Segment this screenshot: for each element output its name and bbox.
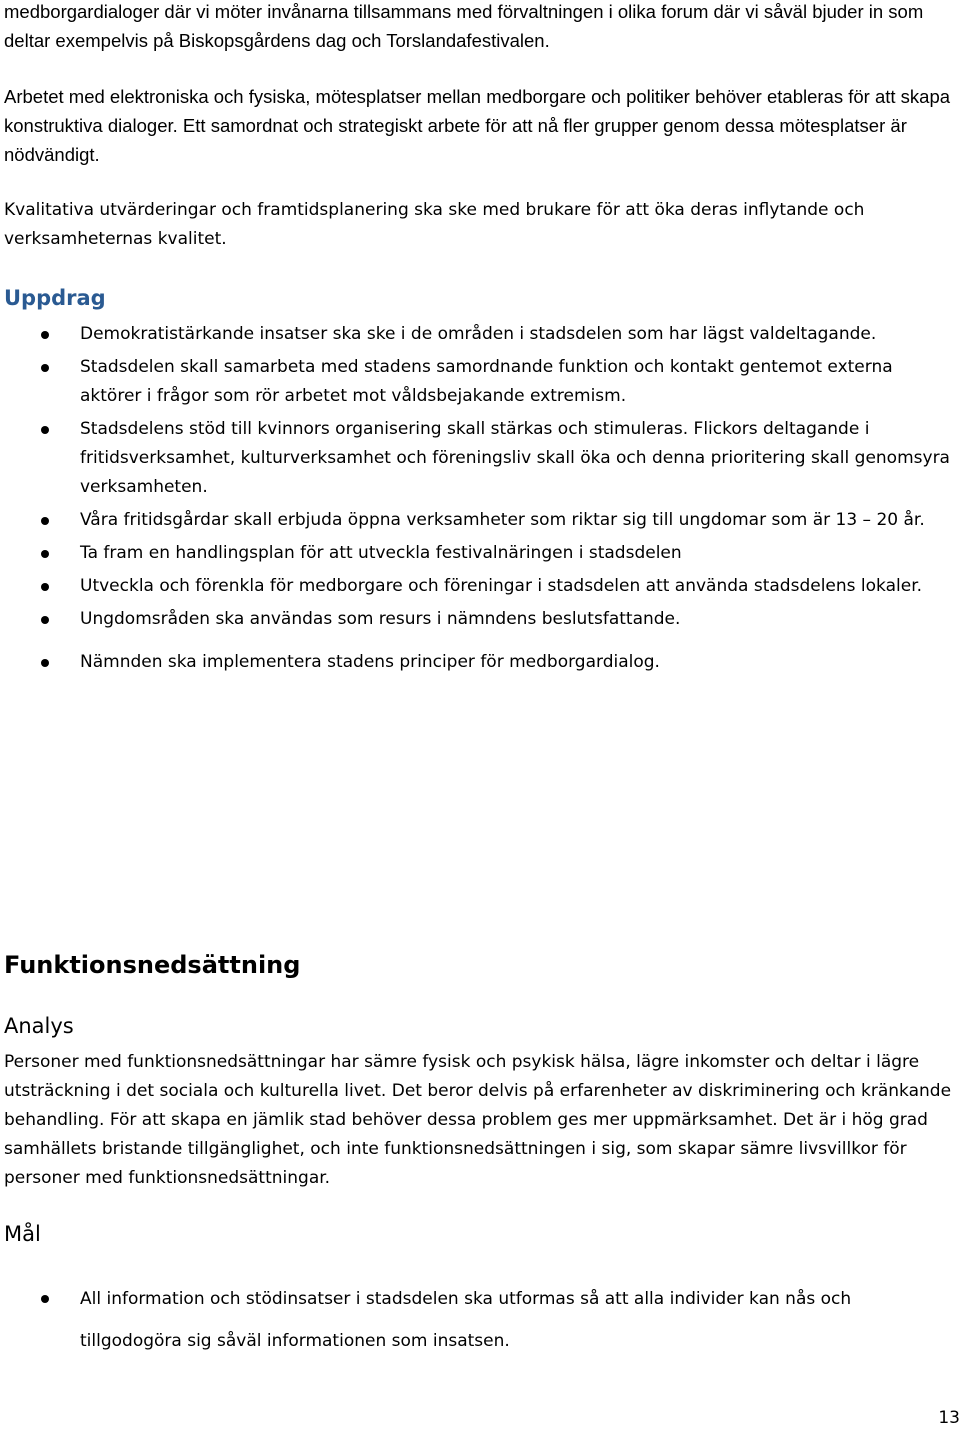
intro-paragraph-1: medborgardialoger där vi möter invånarna tillsammans med förvaltningen i olika forum där vi såväl bjuder in som deltar exempelvis på Biskopsgårdens dag och Torslandafestivalen. [4,1,924,51]
bullet-icon [41,616,49,624]
uppdrag-item [0,320,960,349]
uppdrag-item [0,415,960,502]
bullet-icon [41,364,49,372]
bullet-icon [41,583,49,591]
bullet-icon [41,550,49,558]
uppdrag-list [0,320,960,677]
analys-heading: Analys [4,1014,74,1038]
uppdrag-item-text: Utveckla och förenkla för medborgare och föreningar i stadsdelen att använda stadsdelens lokaler. [80,576,923,596]
analys-paragraph: Personer med funktionsnedsättningar har sämre fysisk och psykisk hälsa, lägre inkomster och deltar i lägre utsträckning i det sociala och kulturella livet. Det beror delvis på erfarenheter av diskriminering och kränkande behandling. För att skapa en jämlik stad behöver dessa problem ges mer uppmärksamhet. Det är i hög grad samhällets bristande tillgänglighet, och inte funktionsnedsättningen i sig, som skapar sämre livsvillkor för personer med funktionsnedsättningar. [4,1052,952,1188]
uppdrag-item [0,648,960,677]
intro-paragraph-3: Kvalitativa utvärderingar och framtidsplanering ska ske med brukare för att öka deras inflytande och verksamheternas kvalitet. [4,200,865,249]
uppdrag-heading: Uppdrag [4,286,106,310]
uppdrag-item [0,353,960,411]
bullet-icon [41,659,49,667]
uppdrag-item-text: Demokratistärkande insatser ska ske i de områden i stadsdelen som har lägst valdeltagande. [80,324,877,344]
mal-item [0,1278,960,1362]
intro-paragraph-2: Arbetet med elektroniska och fysiska, mötesplatser mellan medborgare och politiker behöver etableras för att skapa konstruktiva dialoger. Ett samordnat och strategiskt arbete för att nå fler grupper genom dessa mötesplatser är nödvändigt. [4,86,951,165]
uppdrag-item-text: Ungdomsråden ska användas som resurs i nämndens beslutsfattande. [80,609,681,629]
uppdrag-item [0,506,960,535]
funktionsnedsattning-heading: Funktionsnedsättning [4,951,301,979]
mal-list [0,1278,960,1362]
bullet-icon [41,1295,49,1303]
uppdrag-item-text: Stadsdelen skall samarbeta med stadens samordnande funktion och kontakt gentemot externa aktörer i frågor som rör arbetet mot våldsbejakande extremism. [80,357,893,406]
uppdrag-item [0,605,960,634]
page-number: 13 [938,1408,960,1428]
mal-item-text: All information och stödinsatser i stadsdelen ska utformas så att alla individer kan nås och tillgodogöra sig såväl informationen som insatsen. [80,1289,852,1351]
bullet-icon [41,331,49,339]
uppdrag-item-text: Nämnden ska implementera stadens principer för medborgardialog. [80,652,660,672]
bullet-icon [41,426,49,434]
uppdrag-item [0,539,960,568]
mal-heading: Mål [4,1222,41,1246]
uppdrag-item [0,572,960,601]
bullet-icon [41,517,49,525]
uppdrag-item-text: Stadsdelens stöd till kvinnors organisering skall stärkas och stimuleras. Flickors deltagande i fritidsverksamhet, kulturverksamhet och föreningsliv skall öka och denna prioritering skall genomsyra verksamheten. [80,419,950,497]
uppdrag-item-text: Våra fritidsgårdar skall erbjuda öppna verksamheter som riktar sig till ungdomar som är 13 – 20 år. [80,510,925,530]
uppdrag-item-text: Ta fram en handlingsplan för att utveckla festivalnäringen i stadsdelen [80,543,682,563]
